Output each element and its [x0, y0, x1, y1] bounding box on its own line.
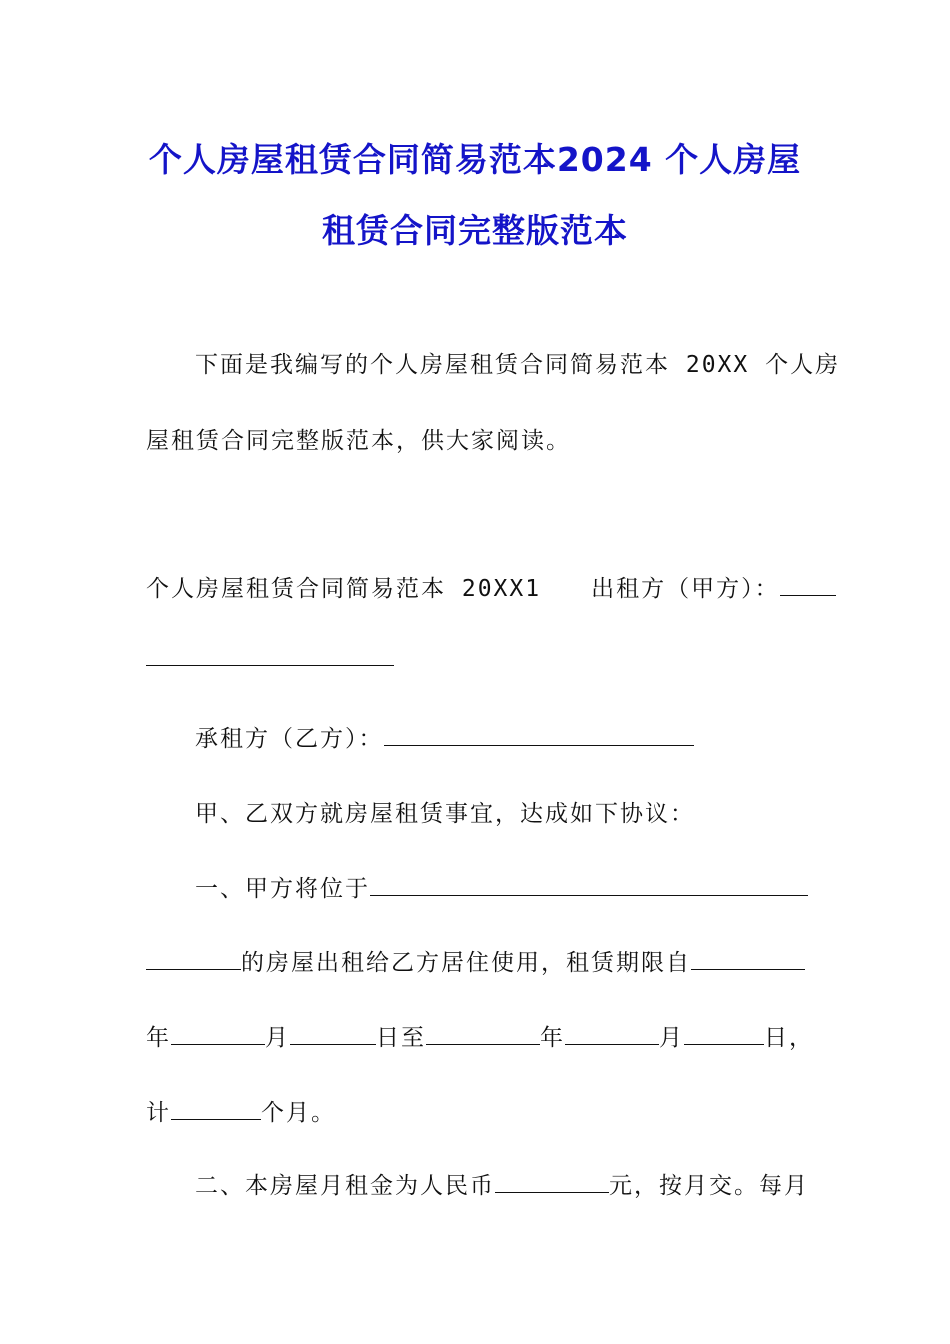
document-title-line-1: 个人房屋租赁合同简易范本2024 个人房屋: [148, 140, 802, 179]
clause2-text-b: 元，按月交。每月: [609, 1173, 809, 1199]
lessor-label: 出租方（甲方）：: [591, 576, 780, 602]
start-day-blank: [290, 1024, 376, 1045]
end-year-label: 年: [540, 1025, 565, 1051]
start-month-blank: [171, 1024, 265, 1045]
day-end-label: 日，: [764, 1025, 814, 1051]
document-title-line-2: 租赁合同完整版范本: [322, 211, 628, 250]
clause1-row-1: [195, 870, 808, 903]
clause1-text-b: 的房屋出租给乙方居住使用，租赁期限自: [241, 950, 691, 976]
lessee-label: 承租方（乙方）：: [195, 726, 384, 752]
clause1-text-a: 一、甲方将位于: [195, 876, 370, 902]
clause1-row-2: [146, 944, 805, 977]
lessee-blank: [384, 725, 694, 746]
property-address-blank: [370, 875, 808, 896]
start-year-blank: [691, 949, 805, 970]
clause2-row-1: [195, 1167, 809, 1200]
contract-heading: 个人房屋租赁合同简易范本 20XX1: [146, 576, 542, 602]
end-year-blank: [426, 1024, 540, 1045]
months-label: 个月。: [261, 1100, 336, 1126]
end-month-label: 月: [659, 1025, 684, 1051]
year-label: 年: [146, 1025, 171, 1051]
contract-heading-row: [146, 570, 836, 603]
rent-amount-blank: [495, 1172, 609, 1193]
clause1-row-4: [146, 1094, 336, 1127]
day-to-label: 日至: [376, 1025, 426, 1051]
month-label: 月: [265, 1025, 290, 1051]
end-month-blank: [565, 1024, 659, 1045]
lessor-blank: [780, 575, 836, 596]
intro-line-2: 屋租赁合同完整版范本，供大家阅读。: [146, 428, 571, 454]
property-address-blank-continued: [146, 949, 241, 970]
total-label: 计: [146, 1100, 171, 1126]
clause2-text-a: 二、本房屋月租金为人民币: [195, 1173, 495, 1199]
lessor-blank-continued-row: [146, 645, 394, 672]
intro-line-1: 下面是我编写的个人房屋租赁合同简易范本 20XX 个人房: [195, 352, 841, 378]
end-day-blank: [684, 1024, 764, 1045]
agreement-line: 甲、乙双方就房屋租赁事宜，达成如下协议：: [195, 801, 695, 827]
total-months-blank: [171, 1099, 261, 1120]
clause1-row-3: [146, 1019, 814, 1052]
lessee-row: [195, 720, 694, 753]
lessor-blank-continued: [146, 645, 394, 666]
